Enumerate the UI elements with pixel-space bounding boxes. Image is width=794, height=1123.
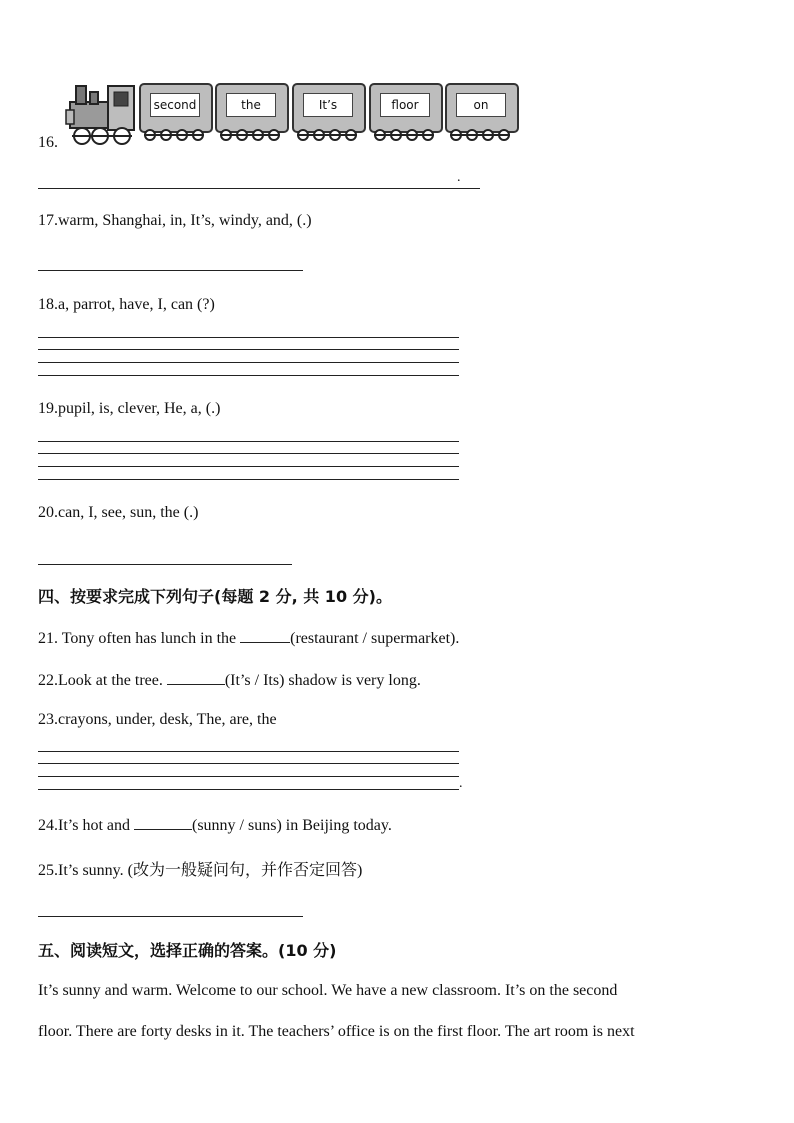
answer-line-18d[interactable] bbox=[38, 375, 459, 376]
section-5-title: 五、阅读短文，选择正确的答案。(10 分) bbox=[38, 941, 337, 960]
answer-line-18a[interactable] bbox=[38, 337, 459, 338]
answer-line-23d[interactable] bbox=[38, 789, 459, 790]
train-word-2: the bbox=[226, 93, 276, 117]
question-21 bbox=[38, 628, 459, 648]
answer-line-23a[interactable] bbox=[38, 751, 459, 752]
train-word-4: floor bbox=[380, 93, 430, 117]
wheels-icon bbox=[62, 80, 532, 150]
answer-blank-21[interactable] bbox=[240, 628, 290, 643]
answer-line-17[interactable] bbox=[38, 270, 303, 271]
question-16-number: 16. bbox=[38, 134, 58, 151]
question-23: 23.crayons, under, desk, The, are, the bbox=[38, 711, 277, 728]
question-25: 25.It’s sunny. (改为一般疑问句，并作否定回答) bbox=[38, 862, 363, 879]
passage-line-1: It’s sunny and warm. Welcome to our school. We have a new classroom. It’s on the second bbox=[38, 982, 618, 999]
passage-line-2: floor. There are forty desks in it. The teachers’ office is on the first floor. The art room is next bbox=[38, 1023, 635, 1040]
train-word-5: on bbox=[456, 93, 506, 117]
answer-line-19a[interactable] bbox=[38, 441, 459, 442]
question-18: 18.a, parrot, have, I, can (?) bbox=[38, 296, 215, 313]
train-word-3: It’s bbox=[303, 93, 353, 117]
q16-end-mark: . bbox=[457, 170, 461, 185]
question-21-text-before: 21. Tony often has lunch in the bbox=[38, 630, 241, 647]
question-24-text-before: 24.It’s hot and bbox=[38, 817, 134, 834]
question-17: 17.warm, Shanghai, in, It’s, windy, and, (.) bbox=[38, 212, 312, 229]
question-22-text-before: 22.Look at the tree. bbox=[38, 672, 167, 689]
answer-line-18b[interactable] bbox=[38, 349, 459, 350]
answer-line-23b[interactable] bbox=[38, 763, 459, 764]
question-22-text-after: (It’s / Its) shadow is very long. bbox=[224, 672, 421, 689]
answer-line-16[interactable] bbox=[38, 188, 480, 189]
question-22 bbox=[38, 670, 421, 690]
answer-line-20[interactable] bbox=[38, 564, 292, 565]
answer-blank-22[interactable] bbox=[167, 670, 225, 685]
question-21-text-after: (restaurant / supermarket). bbox=[290, 630, 460, 647]
train-picture bbox=[62, 80, 532, 150]
answer-line-19c[interactable] bbox=[38, 466, 459, 467]
question-19: 19.pupil, is, clever, He, a, (.) bbox=[38, 400, 221, 417]
train-word-1: second bbox=[150, 93, 200, 117]
answer-line-23c[interactable] bbox=[38, 776, 459, 777]
answer-line-19d[interactable] bbox=[38, 479, 459, 480]
answer-line-25[interactable] bbox=[38, 916, 303, 917]
question-24 bbox=[38, 815, 392, 835]
question-24-text-after: (sunny / suns) in Beijing today. bbox=[192, 817, 392, 834]
answer-line-19b[interactable] bbox=[38, 453, 459, 454]
section-4-title: 四、按要求完成下列句子(每题 2 分, 共 10 分)。 bbox=[38, 587, 392, 606]
answer-line-18c[interactable] bbox=[38, 362, 459, 363]
answer-blank-24[interactable] bbox=[134, 815, 192, 830]
question-20: 20.can, I, see, sun, the (.) bbox=[38, 504, 199, 521]
q23-end-mark: . bbox=[459, 776, 463, 791]
